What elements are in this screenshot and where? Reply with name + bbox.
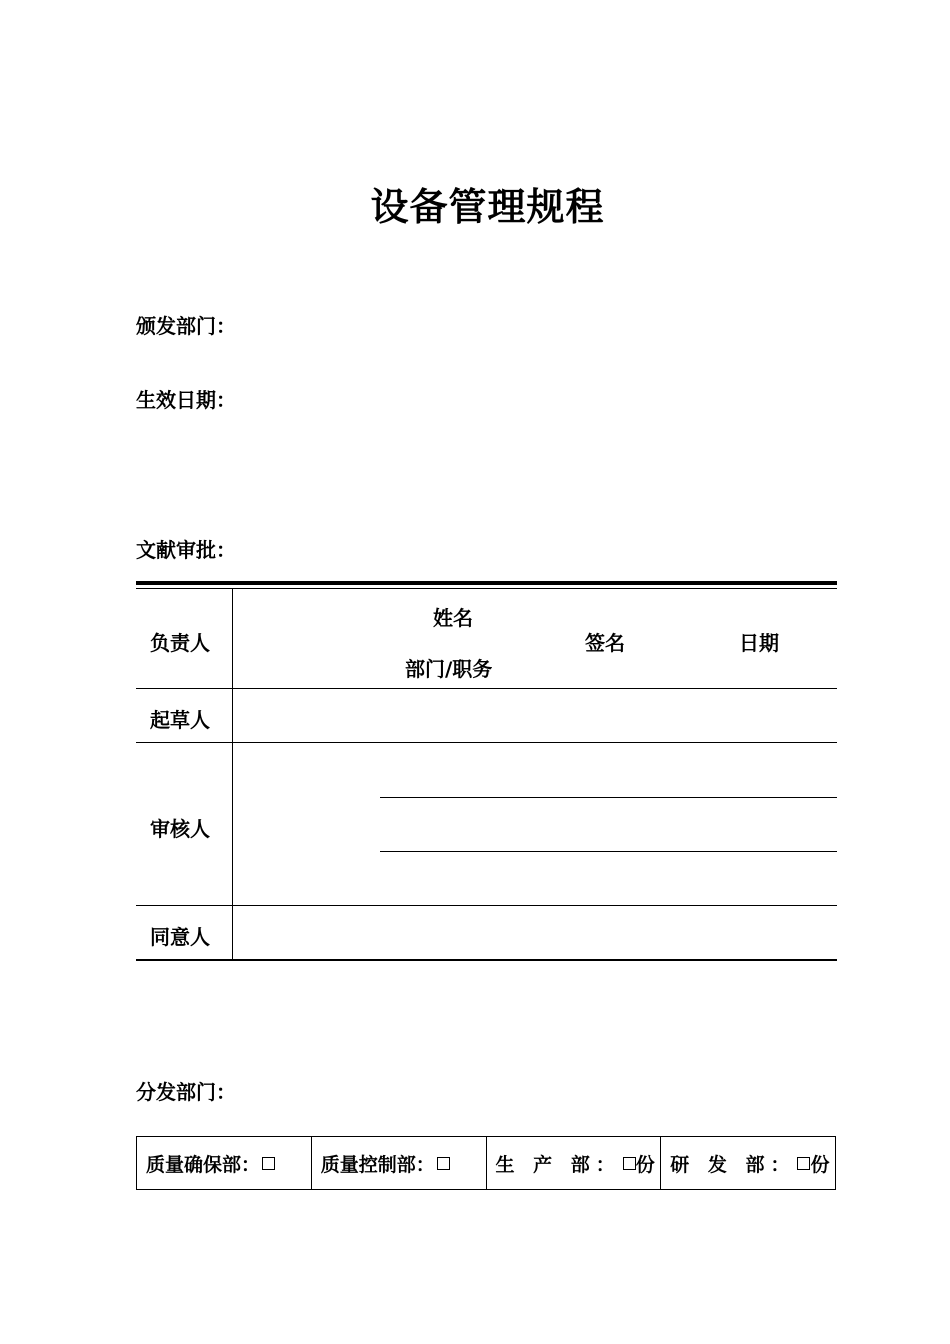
distribution-label: 分发部门： <box>136 1080 236 1104</box>
effective-date-label: 生效日期： <box>136 388 236 412</box>
dist-suffix: 份 <box>810 1153 830 1176</box>
dist-cell-qa <box>137 1137 312 1189</box>
header-role: 负责人 <box>150 631 210 655</box>
row-divider <box>136 905 837 906</box>
dist-dept-name: 质量确保部： <box>146 1153 261 1176</box>
dist-cell-rnd <box>661 1137 835 1189</box>
table-bottom-rule <box>136 959 837 961</box>
row-sub-divider <box>380 797 837 798</box>
header-date: 日期 <box>739 631 779 655</box>
row-role-approver: 同意人 <box>150 925 210 949</box>
dist-dept-name: 生 产 部： <box>495 1153 621 1176</box>
dist-dept-name: 研 发 部： <box>670 1153 796 1176</box>
checkbox[interactable] <box>797 1157 810 1170</box>
table-top-thick-rule <box>136 581 837 585</box>
table-top-thin-rule <box>136 588 837 589</box>
checkbox[interactable] <box>623 1157 636 1170</box>
document-title: 设备管理规程 <box>370 184 605 229</box>
column-divider <box>232 588 233 960</box>
dist-suffix: 份 <box>635 1153 655 1176</box>
row-divider <box>136 742 837 743</box>
row-sub-divider <box>380 851 837 852</box>
row-role-drafter: 起草人 <box>150 708 210 732</box>
header-signature: 签名 <box>585 631 625 655</box>
distribution-table <box>136 1136 836 1190</box>
dist-cell-production <box>487 1137 662 1189</box>
approval-label: 文献审批： <box>136 538 236 562</box>
header-name: 姓名 <box>433 606 473 630</box>
issuing-dept-label: 颁发部门： <box>136 314 236 338</box>
header-dept-title: 部门/职务 <box>405 657 493 681</box>
row-role-reviewer: 审核人 <box>150 817 210 841</box>
dist-cell-qc <box>312 1137 487 1189</box>
checkbox[interactable] <box>437 1157 450 1170</box>
checkbox[interactable] <box>262 1157 275 1170</box>
row-divider <box>136 688 837 689</box>
dist-dept-name: 质量控制部： <box>320 1153 435 1176</box>
